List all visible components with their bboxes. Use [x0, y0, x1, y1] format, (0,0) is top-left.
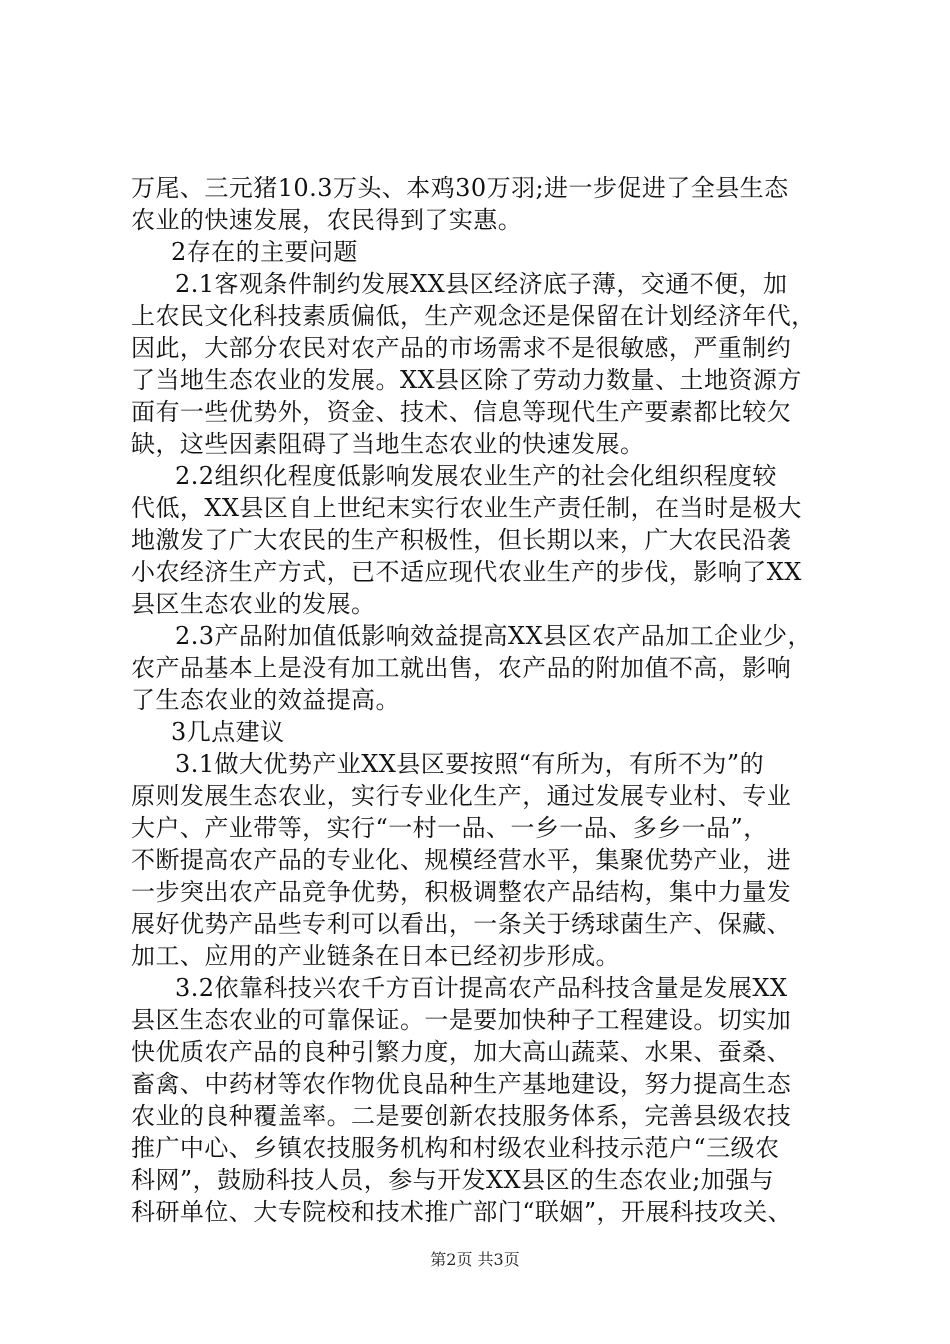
text-line: 了生态农业的效益提高。: [131, 686, 400, 714]
subsection-start-line: 3.2依靠科技兴农千方百计提高农产品科技含量是发展XX: [175, 974, 788, 1002]
text-line: 科研单位、大专院校和技术推广部门“联姻”，开展科技攻关、: [131, 1198, 793, 1226]
text-line: 展好优势产品些专利可以看出，一条关于绣球菌生产、保藏、: [131, 910, 792, 938]
subsection-start-line: 2.2组织化程度低影响发展农业生产的社会化组织程度较: [175, 462, 777, 490]
text-line: 不断提高农产品的专业化、规模经营水平，集聚优势产业，进: [131, 846, 792, 874]
text-line: 地激发了广大农民的生产积极性，但长期以来，广大农民沿袭: [131, 526, 792, 554]
text-line: 畜禽、中药材等农作物优良品种生产基地建设，努力提高生态: [131, 1070, 792, 1098]
text-line: 县区生态农业的可靠保证。一是要加快种子工程建设。切实加: [131, 1006, 792, 1034]
text-line: 代低，XX县区自上世纪末实行农业生产责任制，在当时是极大: [131, 494, 802, 522]
text-line: 县区生态农业的发展。: [131, 590, 376, 618]
page-number-label: 第2页 共3页: [430, 1250, 520, 1269]
subsection-start-line: 2.1客观条件制约发展XX县区经济底子薄，交通不便，加: [175, 270, 788, 298]
text-line: 加工、应用的产业链条在日本已经初步形成。: [131, 942, 620, 970]
text-line: 大户、产业带等，实行“一村一品、一乡一品、多乡一品”，: [131, 814, 768, 842]
text-line: 万尾、三元猪10.3万头、本鸡30万羽;进一步促进了全县生态: [131, 174, 789, 202]
page-footer: [0, 1250, 950, 1270]
text-line: 上农民文化科技素质偏低，生产观念还是保留在计划经济年代，: [131, 302, 816, 330]
document-body: [131, 172, 831, 1228]
text-line: 原则发展生态农业，实行专业化生产，通过发展专业村、专业: [131, 782, 792, 810]
text-line: 缺，这些因素阻碍了当地生态农业的快速发展。: [131, 430, 645, 458]
text-line: 快优质农产品的良种引繁力度，加大高山蔬菜、水果、蚕桑、: [131, 1038, 792, 1066]
text-line: 小农经济生产方式，已不适应现代农业生产的步伐，影响了XX: [131, 558, 802, 586]
text-line: 农产品基本上是没有加工就出售，农产品的附加值不高，影响: [131, 654, 792, 682]
subsection-start-line: 2.3产品附加值低影响效益提高XX县区农产品加工企业少，: [175, 622, 812, 650]
text-line: 一步突出农产品竞争优势，积极调整农产品结构，集中力量发: [131, 878, 792, 906]
text-line: 了当地生态农业的发展。XX县区除了劳动力数量、土地资源方: [131, 366, 802, 394]
text-line: 因此，大部分农民对农产品的市场需求不是很敏感，严重制约: [131, 334, 792, 362]
text-line: 农业的快速发展，农民得到了实惠。: [131, 206, 523, 234]
text-line: 农业的良种覆盖率。二是要创新农技服务体系，完善县级农技: [131, 1102, 792, 1130]
text-line: 面有一些优势外，资金、技术、信息等现代生产要素都比较欠: [131, 398, 792, 426]
text-line: 推广中心、乡镇农技服务机构和村级农业科技示范户“三级农: [131, 1134, 780, 1162]
subsection-start-line: 3.1做大优势产业XX县区要按照“有所为，有所不为”的: [175, 750, 765, 778]
text-line: 科网”，鼓励科技人员，参与开发XX县区的生态农业;加强与: [131, 1166, 775, 1194]
section-heading: 3几点建议: [171, 718, 285, 746]
section-heading: 2存在的主要问题: [171, 238, 358, 266]
